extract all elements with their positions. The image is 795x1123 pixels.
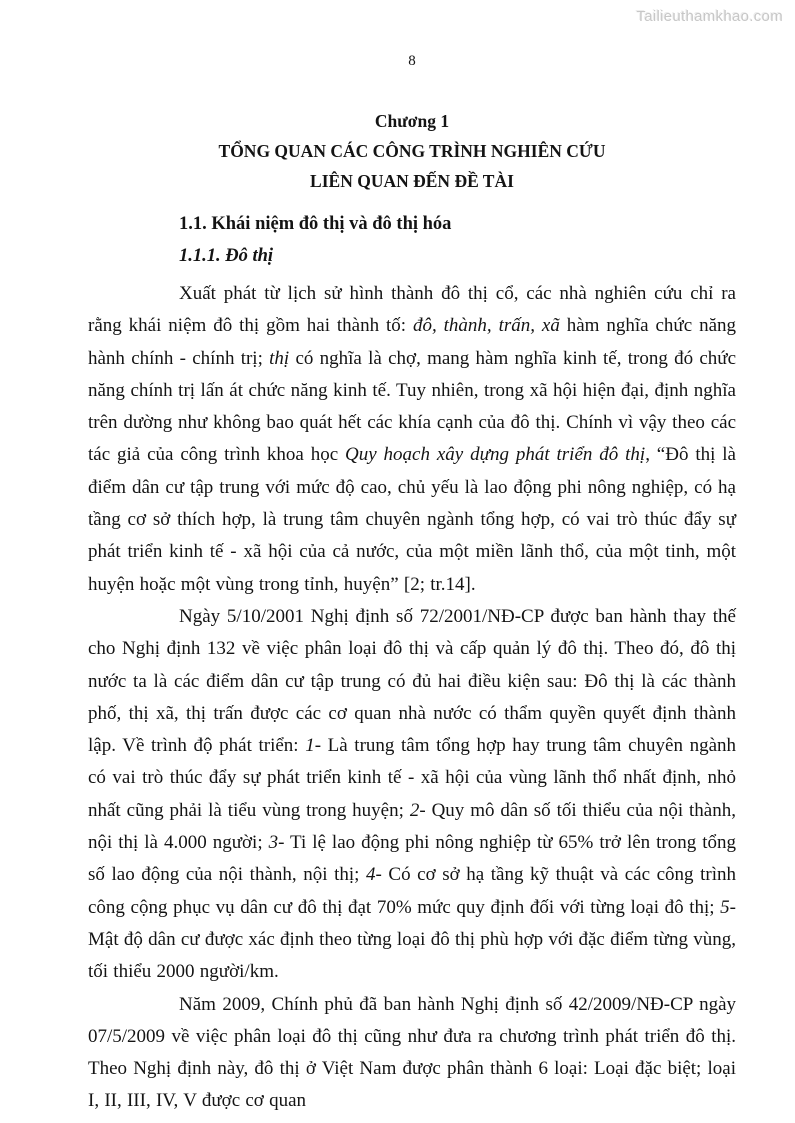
watermark-text: Tailieuthamkhao.com <box>636 8 783 25</box>
chapter-title-line-2: LIÊN QUAN ĐẾN ĐỀ TÀI <box>310 171 514 191</box>
chapter-heading <box>88 106 736 196</box>
page-number: 8 <box>408 53 416 69</box>
paragraph-decree-42-2009: Năm 2009, Chính phủ đã ban hành Nghị định số 42/2009/NĐ-CP ngày 07/5/2009 về việc phân loại đô thị cũng như đưa ra chương trình phát triển đô thị. Theo Nghị định này, đô thị ở Việt Nam được phân thành 6 loại: Loại đặc biệt; loại I, II, III, IV, V được cơ quan <box>88 993 736 1112</box>
page-content <box>88 0 736 1118</box>
chapter-label: Chương 1 <box>374 111 450 131</box>
chapter-title-line-1: TỔNG QUAN CÁC CÔNG TRÌNH NGHIÊN CỨU <box>218 141 606 161</box>
section-heading-1-1-1: 1.1.1. Đô thị <box>179 246 274 266</box>
section-heading-1-1: 1.1. Khái niệm đô thị và đô thị hóa <box>179 214 452 234</box>
paragraph-urban-definition: Xuất phát từ lịch sử hình thành đô thị cổ, các nhà nghiên cứu chỉ ra rằng khái niệm đô thị gồm hai thành tố: đô, thành, trấn, xã hàm nghĩa chức năng hành chính - chính trị; thị có nghĩa là chợ, mang hàm nghĩa kinh tế, trong đó chức năng chính trị lấn át chức năng kinh tế. Tuy nhiên, trong xã hội hiện đại, định nghĩa trên dường như không bao quát hết các khía cạnh của đô thị. Chính vì vậy theo các tác giả của công trình khoa học Quy hoạch xây dựng phát triển đô thị, “Đô thị là điểm dân cư tập trung với mức độ cao, chủ yếu là lao động phi nông nghiệp, có hạ tầng cơ sở thích hợp, là trung tâm chuyên ngành tổng hợp, có vai trò thúc đẩy sự phát triển kinh tế - xã hội của cả nước, của một miền lãnh thổ, của một tinh, một huyện hoặc một vùng trong tỉnh, huyện” [2; tr.14]. <box>88 283 737 595</box>
paragraph-decree-72-2001: Ngày 5/10/2001 Nghị định số 72/2001/NĐ-CP được ban hành thay thế cho Nghị định 132 về việc phân loại đô thị và cấp quản lý đô thị. Theo đó, đô thị nước ta là các điểm dân cư tập trung có đủ hai điều kiện sau: Đô thị là các thành phố, thị xã, thị trấn được các cơ quan nhà nước có thẩm quyền quyết định thành lập. Về trình độ phát triển: 1- Là trung tâm tổng hợp hay trung tâm chuyên ngành có vai trò thúc đẩy sự phát triển kinh tế - xã hội của vùng lãnh thổ nhất định, nhỏ nhất cũng phải là tiểu vùng trong huyện; 2- Quy mô dân số tối thiểu của nội thành, nội thị là 4.000 người; 3- Ti lệ lao động phi nông nghiệp từ 65% trở lên trong tổng số lao động của nội thành, nội thị; 4- Có cơ sở hạ tầng kỹ thuật và các công trình công cộng phục vụ dân cư đô thị đạt 70% mức quy định đối với từng loại đô thị; 5- Mật độ dân cư được xác định theo từng loại đô thị phù hợp với đặc điểm từng vùng, tối thiểu 2000 người/km. <box>88 605 737 983</box>
